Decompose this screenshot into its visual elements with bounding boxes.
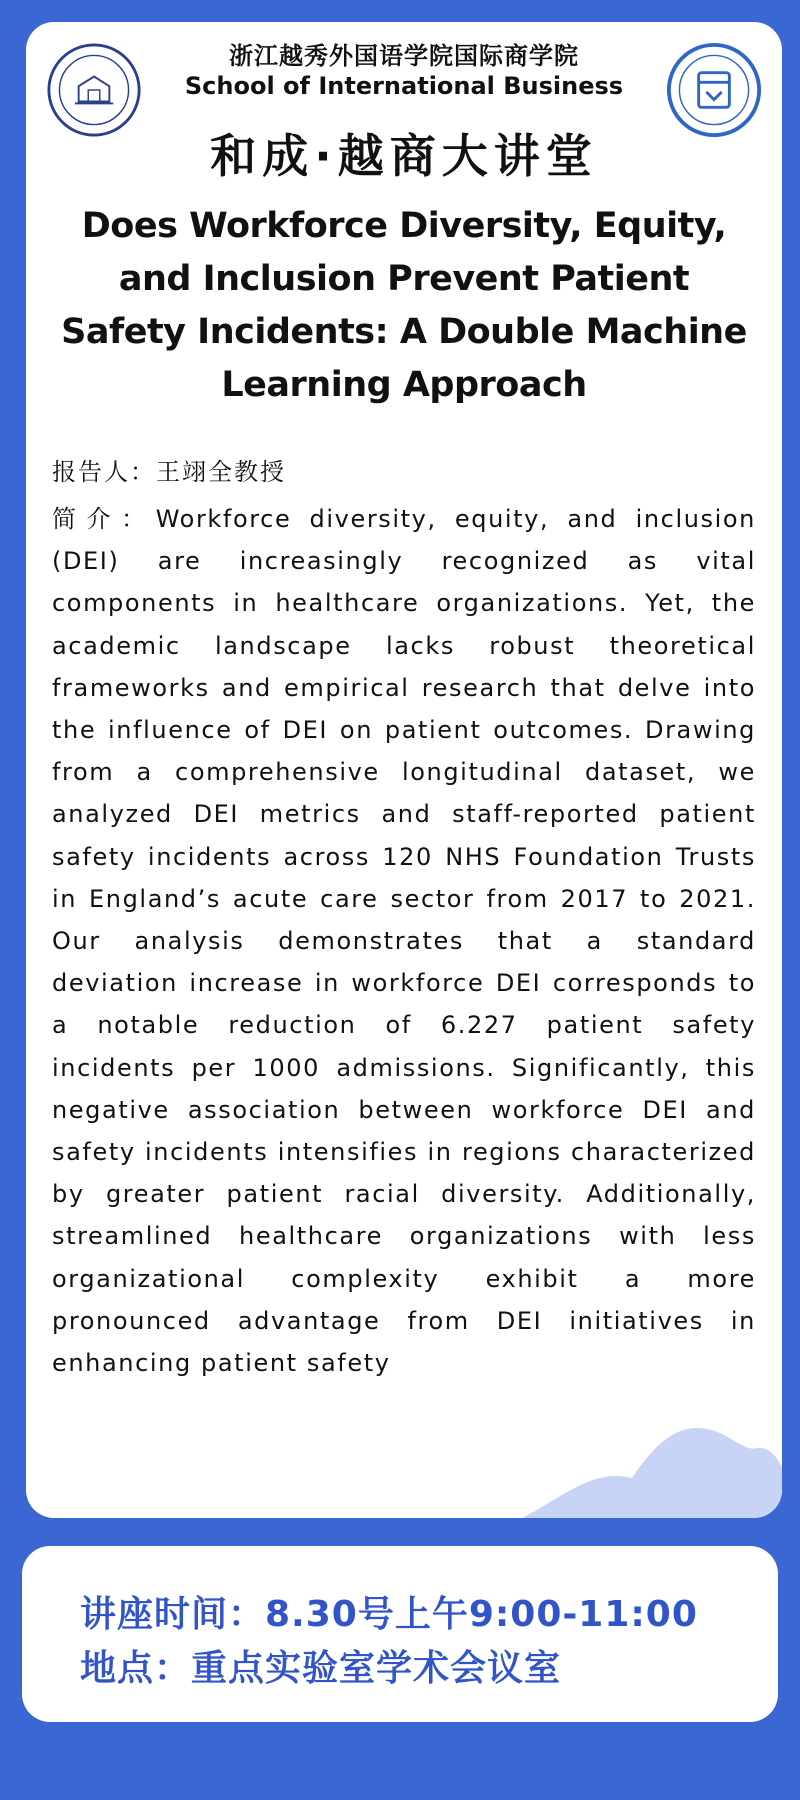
organization-name-cn: 浙江越秀外国语学院国际商学院 [229,42,579,70]
talk-title: Does Workforce Diversity, Equity, and Inclusion Prevent Patient Safety Incidents: A Double Machine Learning Approach [61,206,747,405]
speaker-line: 报告人：王翊全教授 [52,458,286,486]
lecture-location: 地点：重点实验室学术会议室 [80,1648,562,1689]
info-card [22,1546,778,1722]
abstract-paragraph [52,498,756,1384]
lecture-time: 讲座时间：8.30号上午9:00-11:00 [80,1594,698,1635]
organization-name-en: School of International Business [184,72,624,100]
abstract-label: 简介： [52,505,156,533]
wave-decoration [522,1408,782,1518]
poster-card [26,22,782,1518]
abstract-text: Workforce diversity, equity, and inclusion (DEI) are increasingly recognized as vital components in healthcare organizations. Yet, the academic landscape lacks robust theoretical frameworks and empirical research that delve into the influence of DEI on patient outcomes. Drawing from a comprehensive longitudinal dataset, we analyzed DEI metrics and staff-reported patient safety incidents across 120 NHS Foundation Trusts in England’s acute care sector from 2017 to 2021. Our analysis demonstrates that a standard deviation increase in workforce DEI corresponds to a notable reduction of 6.227 patient safety incidents per 1000 admissions. Significantly, this negative association between workforce DEI and safety incidents intensifies in regions characterized by greater patient racial diversity. Additionally, streamlined healthcare organizations with less organizational complexity exhibit a more pronounced advantage from DEI initiatives in enhancing patient safety [52,505,756,1378]
lecture-series-title: 和成·越商大讲堂 [210,129,598,183]
